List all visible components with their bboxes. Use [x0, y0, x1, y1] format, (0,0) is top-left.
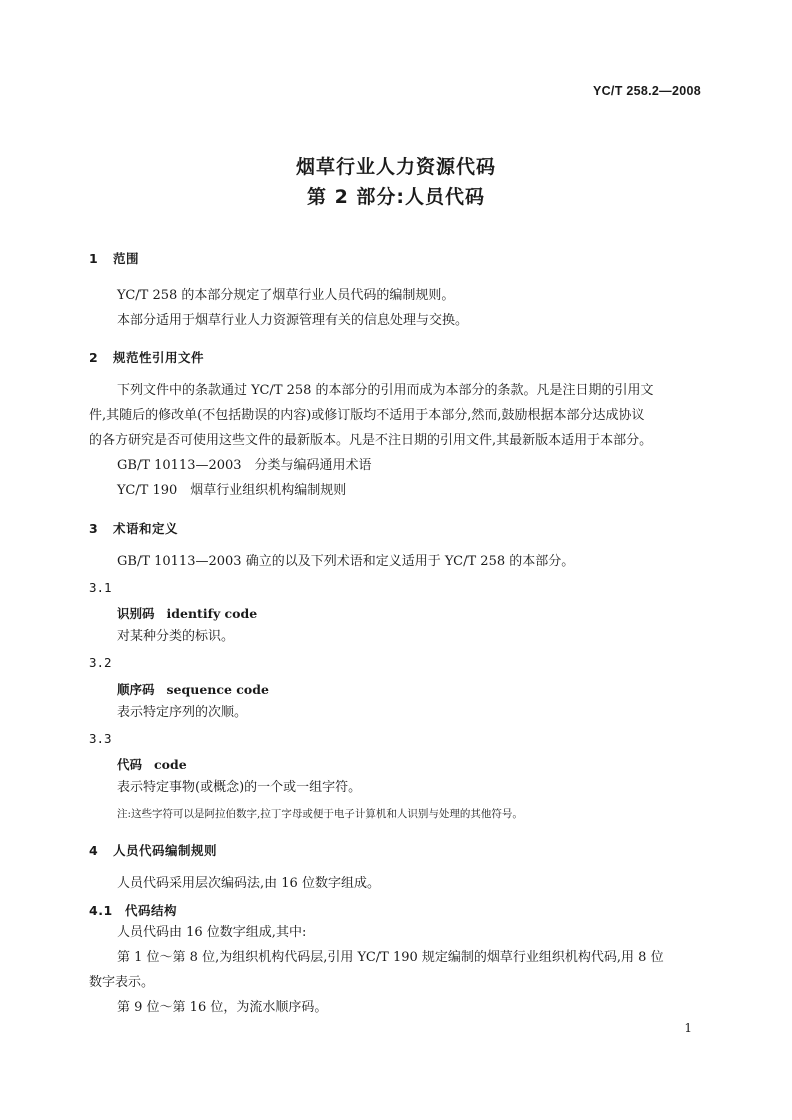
- term-en: sequence code: [166, 682, 269, 697]
- document-subtitle: 第 2 部分:人员代码: [306, 186, 486, 208]
- section-number: 4: [89, 843, 99, 858]
- subsection-number: 4.1: [89, 903, 113, 918]
- section-title: 规范性引用文件: [113, 350, 205, 365]
- paragraph-line: 的各方研究是否可使用这些文件的最新版本。凡是不注日期的引用文件,其最新版本适用于本部分。: [89, 433, 653, 448]
- term-zh: 代码: [117, 757, 143, 772]
- document-title: 烟草行业人力资源代码: [295, 156, 496, 178]
- paragraph: YC/T 258 的本部分规定了烟草行业人员代码的编制规则。: [117, 288, 455, 303]
- page-number: 1: [684, 1021, 692, 1035]
- subsection-heading-4-1: [89, 901, 177, 919]
- normative-reference: GB/T 10113—2003 分类与编码通用术语: [117, 458, 372, 473]
- section-heading-1: [89, 249, 139, 267]
- term-entry: [117, 755, 187, 773]
- section-number: 1: [89, 251, 99, 266]
- paragraph: 人员代码采用层次编码法,由 16 位数字组成。: [117, 876, 380, 891]
- paragraph: 本部分适用于烟草行业人力资源管理有关的信息处理与交换。: [117, 313, 469, 328]
- term-zh: 顺序码: [117, 682, 155, 697]
- section-number: 3: [89, 521, 99, 536]
- paragraph: 人员代码由 16 位数字组成,其中:: [117, 925, 307, 940]
- term-definition: 表示特定序列的次顺。: [117, 705, 248, 720]
- section-heading-2: [89, 348, 204, 366]
- term-number: 3.3: [89, 731, 112, 746]
- normative-reference: YC/T 190 烟草行业组织机构编制规则: [117, 483, 347, 498]
- term-number: 3.1: [89, 580, 112, 595]
- term-entry: [117, 604, 257, 622]
- term-zh: 识别码: [117, 606, 155, 621]
- paragraph-line: 下列文件中的条款通过 YC/T 258 的本部分的引用而成为本部分的条款。凡是注日期的引用文: [117, 383, 654, 398]
- paragraph-line: 第 1 位～第 8 位,为组织机构代码层,引用 YC/T 190 规定编制的烟草行业组织机构代码,用 8 位: [117, 950, 664, 965]
- section-number: 2: [89, 350, 99, 365]
- term-definition: 表示特定事物(或概念)的一个或一组字符。: [117, 780, 362, 795]
- term-definition: 对某种分类的标识。: [117, 629, 235, 644]
- note: 注:这些字符可以是阿拉伯数字,拉丁字母或便于电子计算机和人识别与处理的其他符号。: [117, 808, 523, 820]
- term-entry: [117, 680, 269, 698]
- section-title: 范围: [113, 251, 140, 266]
- section-heading-4: [89, 841, 217, 859]
- paragraph-line: 数字表示。: [89, 975, 155, 990]
- paragraph-line: 件,其随后的修改单(不包括勘误的内容)或修订版均不适用于本部分,然而,鼓励根据本部分达成协议: [89, 408, 645, 423]
- term-en: code: [154, 757, 187, 772]
- paragraph: 第 9 位～第 16 位，为流水顺序码。: [117, 1000, 328, 1015]
- subsection-title: 代码结构: [125, 903, 178, 918]
- section-title: 术语和定义: [113, 521, 179, 536]
- section-heading-3: [89, 519, 178, 537]
- term-en: identify code: [166, 606, 258, 621]
- section-title: 人员代码编制规则: [113, 843, 218, 858]
- standard-code: YC/T 258.2—2008: [592, 84, 701, 98]
- paragraph: GB/T 10113—2003 确立的以及下列术语和定义适用于 YC/T 258 的本部分。: [117, 554, 575, 569]
- term-number: 3.2: [89, 655, 112, 670]
